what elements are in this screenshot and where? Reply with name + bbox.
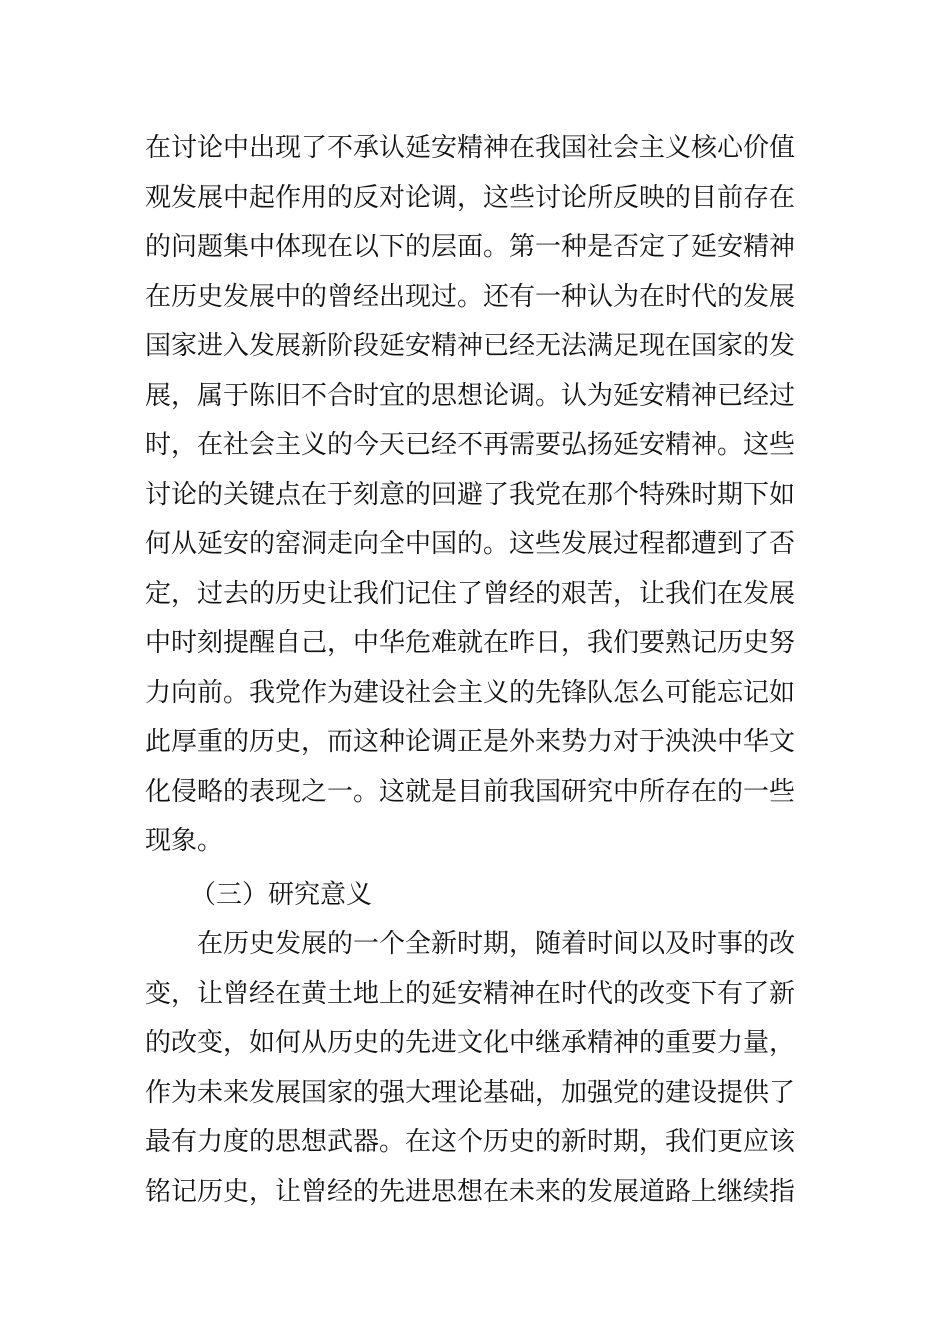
paragraph-line: 讨论的关键点在于刻意的回避了我党在那个特殊时期下如 xyxy=(145,479,796,510)
paragraph-line: 展，属于陈旧不合时宜的思想论调。认为延安精神已经过 xyxy=(145,380,796,411)
paragraph-line: 力向前。我党作为建设社会主义的先锋队怎么可能忘记如 xyxy=(145,677,796,708)
section-heading: （三）研究意义 xyxy=(190,880,373,910)
paragraph-line: 定，过去的历史让我们记住了曾经的艰苦，让我们在发展 xyxy=(145,578,796,609)
paragraph-line: 在历史发展的一个全新时期，随着时间以及时事的改 xyxy=(145,929,796,959)
paragraph-line: 变，让曾经在黄土地上的延安精神在时代的改变下有了新 xyxy=(145,978,796,1009)
paragraph-line: 时，在社会主义的今天已经不再需要弘扬延安精神。这些 xyxy=(145,430,796,460)
paragraph-line: 观发展中起作用的反对论调，这些讨论所反映的目前存在 xyxy=(145,182,796,213)
paragraph-research-significance xyxy=(145,920,810,1217)
paragraph-line: 的问题集中体现在以下的层面。第一种是否定了延安精神 xyxy=(145,232,796,262)
paragraph-line: 最有力度的思想武器。在这个历史的新时期，我们更应该 xyxy=(145,1127,796,1157)
paragraph-line: 化侵略的表现之一。这就是目前我国研究中所存在的一些 xyxy=(145,776,796,807)
paragraph-existing-problems xyxy=(145,124,810,867)
paragraph-line: 在讨论中出现了不承认延安精神在我国社会主义核心价值 xyxy=(145,133,796,163)
paragraph-line: 铭记历史，让曾经的先进思想在未来的发展道路上继续指 xyxy=(145,1176,796,1207)
paragraph-line: 中时刻提醒自己，中华危难就在昨日，我们要熟记历史努 xyxy=(145,628,796,658)
paragraph-line: 的改变，如何从历史的先进文化中继承精神的重要力量， xyxy=(145,1028,796,1058)
paragraph-line: 作为未来发展国家的强大理论基础，加强党的建设提供了 xyxy=(145,1077,796,1108)
paragraph-line: 在历史发展中的曾经出现过。还有一种认为在时代的发展 xyxy=(145,281,796,312)
paragraph-line: 此厚重的历史，而这种论调正是外来势力对于泱泱中华文 xyxy=(145,727,796,757)
paragraph-line: 现象。 xyxy=(145,826,224,856)
paragraph-line: 国家进入发展新阶段延安精神已经无法满足现在国家的发 xyxy=(145,331,796,361)
paragraph-line: 何从延安的窑洞走向全中国的。这些发展过程都遭到了否 xyxy=(145,529,796,559)
